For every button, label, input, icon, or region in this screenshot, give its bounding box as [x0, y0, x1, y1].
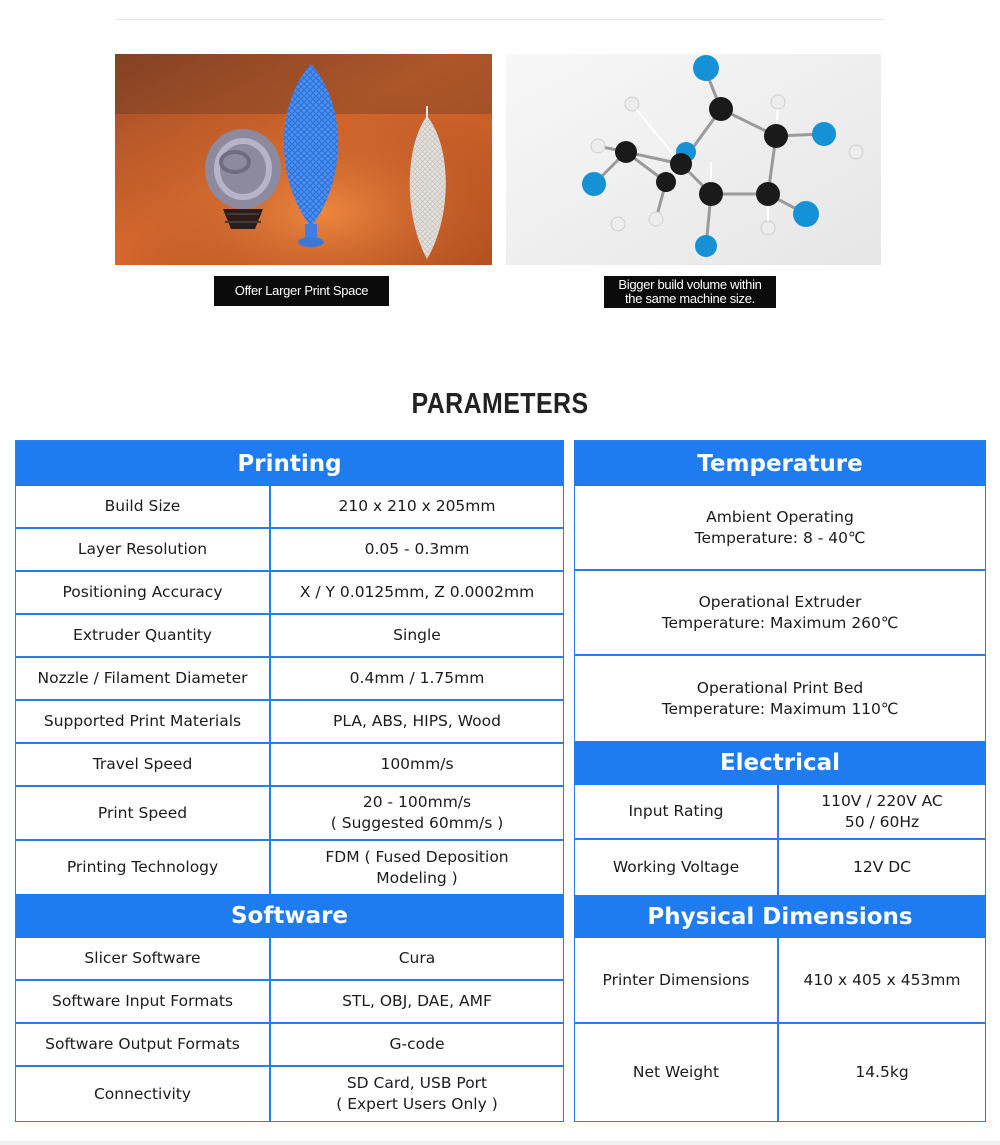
- spec-label: Positioning Accuracy: [16, 572, 271, 613]
- spec-value: 0.05 - 0.3mm: [364, 540, 470, 558]
- physical-section-header: Physical Dimensions: [575, 895, 985, 938]
- temperature-spec: Operational Print Bed Temperature: Maximum 110℃: [661, 678, 899, 718]
- spec-value: 20 - 100mm/s ( Suggested 60mm/s ): [330, 793, 504, 832]
- table-row: [16, 841, 563, 894]
- table-row: [16, 1067, 563, 1121]
- spec-value: PLA, ABS, HIPS, Wood: [333, 712, 501, 730]
- temperature-spec: Operational Extruder Temperature: Maximum 260℃: [661, 592, 899, 632]
- spec-value: G-code: [389, 1035, 445, 1053]
- spec-value: X / Y 0.0125mm, Z 0.0002mm: [299, 583, 535, 601]
- table-row: [575, 571, 985, 656]
- printing-section-header: Printing: [16, 441, 563, 486]
- table-row: [16, 701, 563, 744]
- table-row: [16, 486, 563, 529]
- build-volume-caption: Bigger build volume within the same machine size.: [604, 276, 776, 308]
- spec-label: Net Weight: [575, 1024, 779, 1121]
- spec-value: 12V DC: [852, 858, 911, 876]
- spec-label: Software Output Formats: [16, 1024, 271, 1065]
- table-row: [16, 787, 563, 841]
- spec-label: Nozzle / Filament Diameter: [16, 658, 271, 699]
- spec-value: 100mm/s: [380, 755, 454, 773]
- electrical-section-header: Electrical: [575, 741, 985, 785]
- spec-label: Printer Dimensions: [575, 938, 779, 1022]
- spec-value: 410 x 405 x 453mm: [803, 970, 961, 989]
- spec-label: Slicer Software: [16, 938, 271, 979]
- table-row: [575, 840, 985, 895]
- table-row: [16, 744, 563, 787]
- table-row: [575, 938, 985, 1024]
- print-space-caption: Offer Larger Print Space: [214, 276, 389, 306]
- spec-label: Working Voltage: [575, 840, 779, 895]
- software-section-header: Software: [16, 894, 563, 938]
- spec-label: Layer Resolution: [16, 529, 271, 570]
- spec-label: Supported Print Materials: [16, 701, 271, 742]
- table-row: [575, 486, 985, 571]
- spec-value: SD Card, USB Port ( Expert Users Only ): [336, 1074, 498, 1113]
- table-row: [16, 658, 563, 701]
- table-row: [575, 656, 985, 741]
- spec-label: Print Speed: [16, 787, 271, 839]
- table-row: [16, 981, 563, 1024]
- table-row: [575, 1024, 985, 1121]
- spec-label: Software Input Formats: [16, 981, 271, 1022]
- temperature-spec: Ambient Operating Temperature: 8 - 40℃: [694, 507, 866, 547]
- table-row: [575, 785, 985, 840]
- spec-label: Travel Speed: [16, 744, 271, 785]
- table-row: [16, 572, 563, 615]
- print-samples-photo: [115, 54, 492, 265]
- spec-label: Printing Technology: [16, 841, 271, 894]
- spec-value: 14.5kg: [855, 1063, 909, 1081]
- spec-value: 0.4mm / 1.75mm: [349, 669, 485, 687]
- molecule-model-photo: [506, 54, 881, 265]
- temperature-electrical-table: [574, 440, 986, 1122]
- spec-label: Extruder Quantity: [16, 615, 271, 656]
- spec-value: Cura: [398, 949, 436, 967]
- spec-value: 110V / 220V AC 50 / 60Hz: [821, 791, 943, 831]
- table-row: [16, 615, 563, 658]
- temperature-section-header: Temperature: [575, 441, 985, 486]
- top-divider: [116, 19, 884, 20]
- table-row: [16, 938, 563, 981]
- spec-value: Single: [393, 626, 441, 644]
- spec-value: FDM ( Fused Deposition Modeling ): [325, 847, 509, 887]
- spec-label: Input Rating: [575, 785, 779, 838]
- table-row: [16, 1024, 563, 1067]
- spec-value: 210 x 210 x 205mm: [338, 497, 496, 515]
- spec-label: Connectivity: [16, 1067, 271, 1121]
- table-row: [16, 529, 563, 572]
- spec-label: Build Size: [16, 486, 271, 527]
- printing-software-table: [15, 440, 564, 1122]
- bottom-divider: [0, 1141, 1000, 1145]
- spec-value: STL, OBJ, DAE, AMF: [342, 992, 492, 1010]
- parameters-heading: PARAMETERS: [411, 388, 589, 420]
